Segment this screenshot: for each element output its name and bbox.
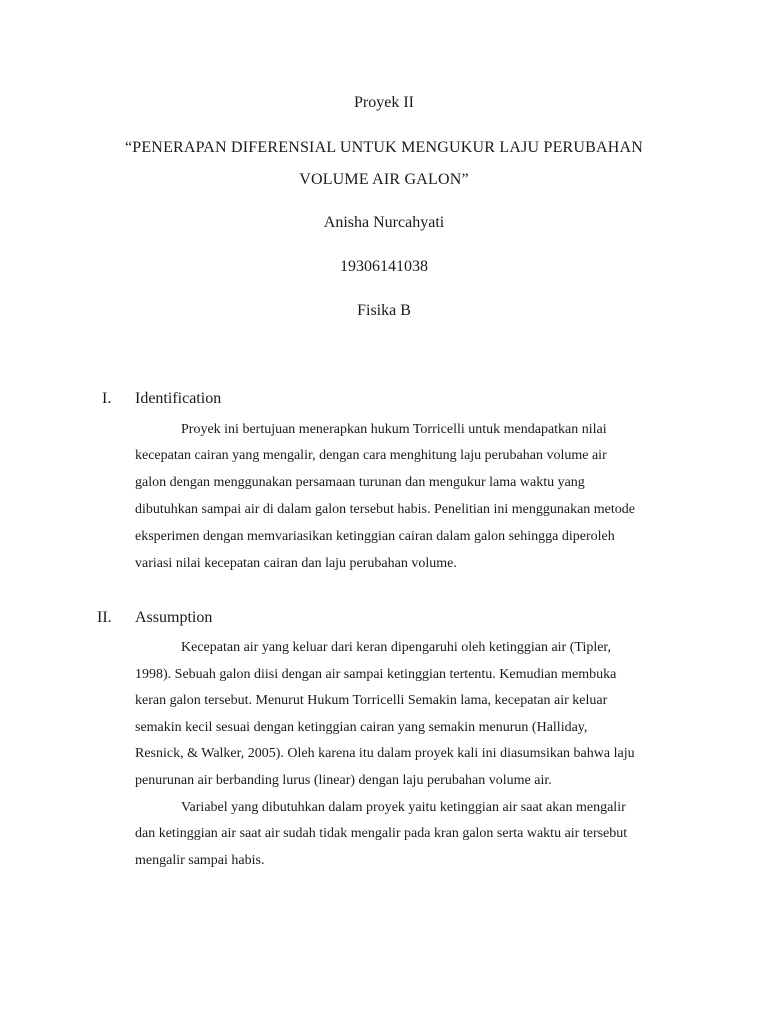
project-label: Proyek II: [354, 94, 414, 111]
paragraph-line: penurunan air berbanding lurus (linear) dengan laju perubahan volume air.: [135, 773, 552, 788]
paragraph-line: Kecepatan air yang keluar dari keran dipengaruhi oleh ketinggian air (Tipler,: [181, 640, 612, 655]
paragraph-line: dan ketinggian air saat air sudah tidak mengalir pada kran galon serta waktu air tersebut: [135, 826, 628, 841]
section-numeral: I.: [102, 390, 112, 407]
paragraph-line: Resnick, & Walker, 2005). Oleh karena itu dalam proyek kali ini diasumsikan bahwa laju: [135, 746, 635, 761]
paragraph-line: galon dengan menggunakan persamaan turunan dan mengukur lama waktu yang: [135, 475, 585, 490]
paragraph-line: keran galon tersebut. Menurut Hukum Torricelli Semakin lama, kecepatan air keluar: [135, 693, 608, 708]
title-line-1: “PENERAPAN DIFERENSIAL UNTUK MENGUKUR LAJU PERUBAHAN: [124, 139, 644, 156]
paragraph-line: kecepatan cairan yang mengalir, dengan cara menghitung laju perubahan volume air: [135, 448, 607, 463]
title-line-2: VOLUME AIR GALON”: [299, 171, 469, 188]
student-id: 19306141038: [340, 258, 428, 275]
paragraph-line: mengalir sampai habis.: [135, 853, 265, 868]
paragraph-line: eksperimen dengan memvariasikan ketinggian cairan dalam galon sehingga diperoleh: [135, 529, 615, 544]
paragraph-line: Proyek ini bertujuan menerapkan hukum Torricelli untuk mendapatkan nilai: [181, 422, 607, 437]
section-numeral: II.: [97, 609, 112, 626]
paragraph-line: semakin kecil sesuai dengan ketinggian cairan yang semakin menurun (Halliday,: [135, 720, 588, 735]
paragraph-line: dibutuhkan sampai air di dalam galon tersebut habis. Penelitian ini menggunakan metode: [135, 502, 635, 517]
section-heading-assumption: Assumption: [135, 609, 213, 626]
paragraph-line: Variabel yang dibutuhkan dalam proyek yaitu ketinggian air saat akan mengalir: [181, 800, 626, 815]
section-heading-identification: Identification: [135, 390, 222, 407]
paragraph-line: 1998). Sebuah galon diisi dengan air sampai ketinggian tertentu. Kemudian membuka: [135, 667, 617, 682]
paragraph-line: variasi nilai kecepatan cairan dan laju perubahan volume.: [135, 556, 457, 571]
author-name: Anisha Nurcahyati: [323, 214, 445, 231]
class-name: Fisika B: [357, 302, 411, 319]
